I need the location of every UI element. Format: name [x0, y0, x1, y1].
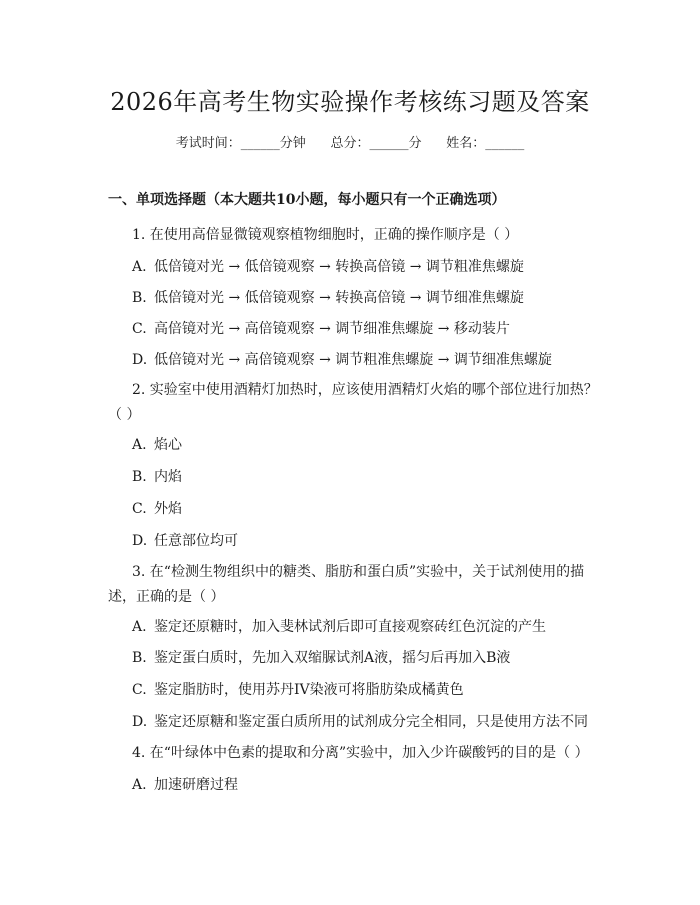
section-heading: 一、单项选择题（本大题共10小题，每小题只有一个正确选项）: [108, 192, 506, 208]
option-letter: B.: [132, 469, 147, 485]
question-1-option-a: [132, 256, 524, 276]
option-letter: A.: [132, 777, 147, 793]
option-letter: A.: [132, 259, 147, 275]
question-3-stem: 3. 在“检测生物组织中的糖类、脂肪和蛋白质”实验中，关于试剂使用的描述，正确的是（ ）: [108, 564, 585, 605]
question-2-option-a: [132, 434, 182, 454]
document-title: 2026年高考生物实验操作考核练习题及答案: [110, 88, 590, 116]
option-text: 加速研磨过程: [154, 777, 238, 793]
question-1-option-c: [132, 318, 510, 338]
option-letter: C.: [132, 321, 147, 337]
exam-meta-line: 考试时间：______分钟 总分：______分 姓名：______: [175, 136, 525, 151]
option-text: 内焰: [154, 469, 182, 485]
option-text: 低倍镜对光 → 高倍镜观察 → 调节粗准焦螺旋 → 调节细准焦螺旋: [154, 352, 552, 368]
option-text: 鉴定还原糖时，加入斐林试剂后即可直接观察砖红色沉淀的产生: [154, 619, 546, 635]
option-letter: B.: [132, 290, 147, 306]
option-text: 焰心: [154, 437, 182, 453]
option-letter: B.: [132, 650, 147, 666]
question-1-stem: 1. 在使用高倍显微镜观察植物细胞时，正确的操作顺序是（ ）: [132, 227, 519, 243]
option-text: 外焰: [154, 501, 182, 517]
option-letter: A.: [132, 437, 147, 453]
question-4-option-a: [132, 774, 238, 794]
option-letter: C.: [132, 501, 147, 517]
question-4-stem: 4. 在“叶绿体中色素的提取和分离”实验中，加入少许碳酸钙的目的是（ ）: [132, 745, 589, 761]
option-text: 鉴定蛋白质时，先加入双缩脲试剂A液，摇匀后再加入B液: [154, 650, 511, 666]
question-2-option-d: [132, 530, 238, 550]
question-3-option-c: [132, 679, 464, 699]
question-3-option-b: [132, 647, 510, 667]
question-2-option-c: [132, 498, 182, 518]
question-3-option-a: [132, 616, 546, 636]
option-text: 高倍镜对光 → 高倍镜观察 → 调节细准焦螺旋 → 移动装片: [154, 321, 510, 337]
option-text: 鉴定脂肪时，使用苏丹IV染液可将脂肪染成橘黄色: [154, 682, 464, 698]
question-2-stem: 2. 实验室中使用酒精灯加热时，应该使用酒精灯火焰的哪个部位进行加热？（ ）: [108, 382, 598, 423]
option-letter: C.: [132, 682, 147, 698]
question-1-option-b: [132, 287, 524, 307]
option-letter: D.: [132, 714, 148, 730]
option-text: 低倍镜对光 → 低倍镜观察 → 转换高倍镜 → 调节粗准焦螺旋: [154, 259, 524, 275]
option-text: 低倍镜对光 → 低倍镜观察 → 转换高倍镜 → 调节细准焦螺旋: [154, 290, 524, 306]
question-3-option-d: [132, 711, 588, 731]
option-letter: D.: [132, 533, 148, 549]
option-text: 任意部位均可: [154, 533, 238, 549]
option-letter: A.: [132, 619, 147, 635]
option-text: 鉴定还原糖和鉴定蛋白质所用的试剂成分完全相同，只是使用方法不同: [154, 714, 588, 730]
question-2-option-b: [132, 466, 182, 486]
option-letter: D.: [132, 352, 148, 368]
question-1-option-d: [132, 349, 552, 369]
